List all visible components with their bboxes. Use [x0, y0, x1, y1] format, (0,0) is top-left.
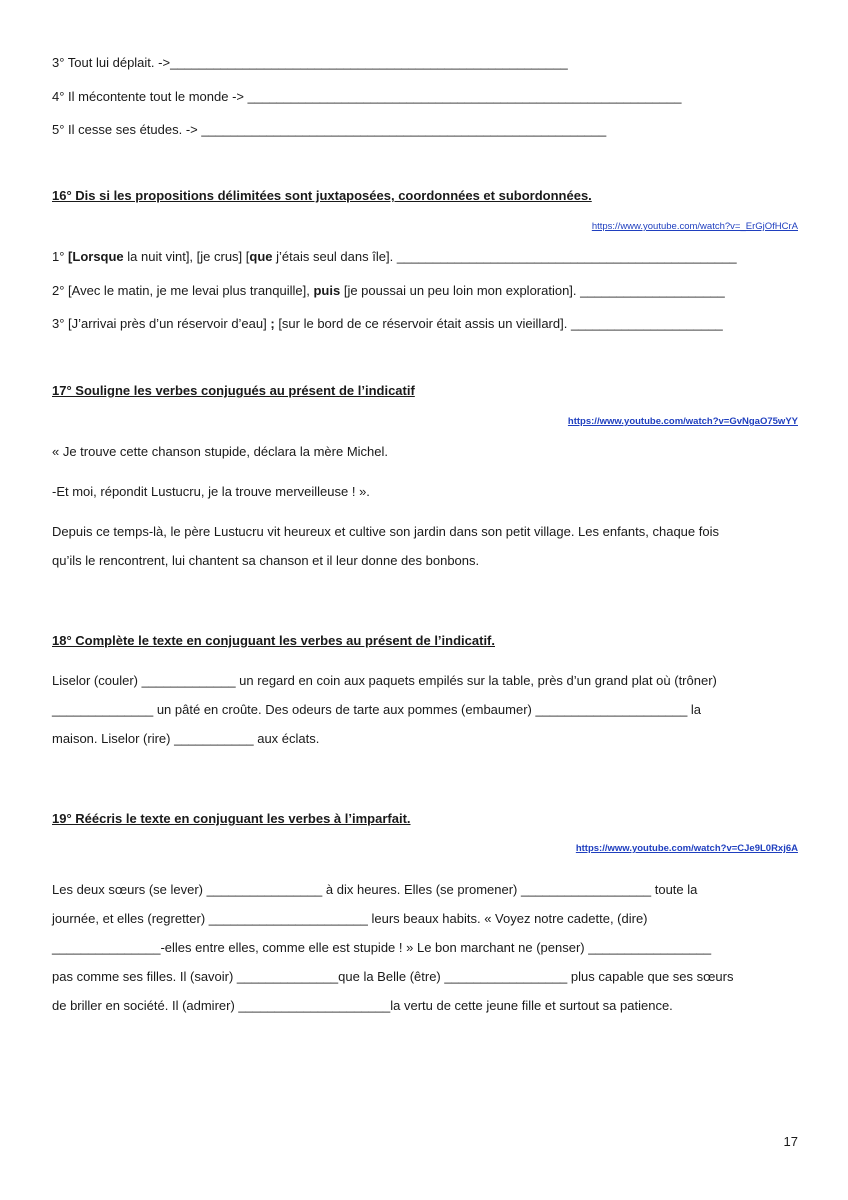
- answer-blank[interactable]: ____________________________________________________________: [247, 89, 682, 104]
- ex16-video-link[interactable]: https://www.youtube.com/watch?v=_ErGjOfHCrA: [591, 221, 798, 232]
- ex17-line-1: « Je trouve cette chanson stupide, déclara la mère Michel.: [52, 444, 389, 459]
- ex19-title: 19° Réécris le texte en conjuguant les verbes à l’imparfait.: [52, 811, 411, 826]
- ex17-line-2: -Et moi, répondit Lustucru, je la trouve merveilleuse ! ».: [52, 484, 370, 499]
- ex17-line-3: Depuis ce temps-là, le père Lustucru vit heureux et cultive son jardin dans son petit village. Les enfants, chaque fois: [52, 524, 719, 539]
- page-number: 17: [783, 1134, 798, 1149]
- ex17-video-link[interactable]: https://www.youtube.com/watch?v=GvNgaO75wYY: [567, 416, 798, 427]
- ex19-video-link[interactable]: https://www.youtube.com/watch?v=CJe9L0Rxj6A: [575, 843, 798, 854]
- answer-blank[interactable]: ____________________: [580, 283, 725, 298]
- ex19-line-2: journée, et elles (regretter) ______________________ leurs beaux habits. « Voyez notre cadette, (dire): [52, 911, 648, 926]
- answer-blank[interactable]: _______________________________________________: [396, 249, 737, 264]
- ex19-line-4: pas comme ses filles. Il (savoir) ______________que la Belle (être) _________________ plus capable que ses sœurs: [52, 969, 734, 984]
- ex19-line-3: _______________-elles entre elles, comme elle est stupide ! » Le bon marchant ne (penser) _________________: [52, 940, 712, 955]
- answer-blank[interactable]: _______________________________________________________: [170, 55, 568, 70]
- ex16-item-3: 3° [J’arrivai près d’un réservoir d’eau] ; [sur le bord de ce réservoir était assis un vieillard]. _____________________: [52, 316, 723, 331]
- ex15-item-4: 4° Il mécontente tout le monde -> ____________________________________________________________: [52, 89, 682, 104]
- ex19-line-1: Les deux sœurs (se lever) ________________ à dix heures. Elles (se promener) __________________ toute la: [52, 882, 698, 897]
- ex19-line-5: de briller en société. Il (admirer) _____________________la vertu de cette jeune fille et surtout sa patience.: [52, 998, 673, 1013]
- ex18-line-2: ______________ un pâté en croûte. Des odeurs de tarte aux pommes (embaumer) _____________________ la: [52, 702, 702, 717]
- ex16-title: 16° Dis si les propositions délimitées sont juxtaposées, coordonnées et subordonnées.: [52, 188, 592, 203]
- ex15-item-3: 3° Tout lui déplait. ->_______________________________________________________: [52, 55, 568, 70]
- ex16-item-1: 1° [Lorsque la nuit vint], [je crus] [que j’étais seul dans île]. _______________________________________________: [52, 249, 737, 264]
- ex18-title: 18° Complète le texte en conjuguant les verbes au présent de l’indicatif.: [52, 633, 495, 648]
- ex17-title: 17° Souligne les verbes conjugués au présent de l’indicatif: [52, 383, 415, 398]
- answer-blank[interactable]: ________________________________________________________: [201, 122, 607, 137]
- ex17-line-4: qu’ils le rencontrent, lui chantent sa chanson et il leur donne des bonbons.: [52, 553, 480, 568]
- ex18-line-3: maison. Liselor (rire) ___________ aux éclats.: [52, 731, 320, 746]
- answer-blank[interactable]: _____________________: [570, 316, 723, 331]
- ex18-line-1: Liselor (couler) _____________ un regard en coin aux paquets empilés sur la table, près d’un grand plat où (trôner): [52, 673, 717, 688]
- ex15-item-5: 5° Il cesse ses études. -> ________________________________________________________: [52, 122, 607, 137]
- ex16-item-2: 2° [Avec le matin, je me levai plus tranquille], puis [je poussai un peu loin mon exploration]. ____________________: [52, 283, 725, 298]
